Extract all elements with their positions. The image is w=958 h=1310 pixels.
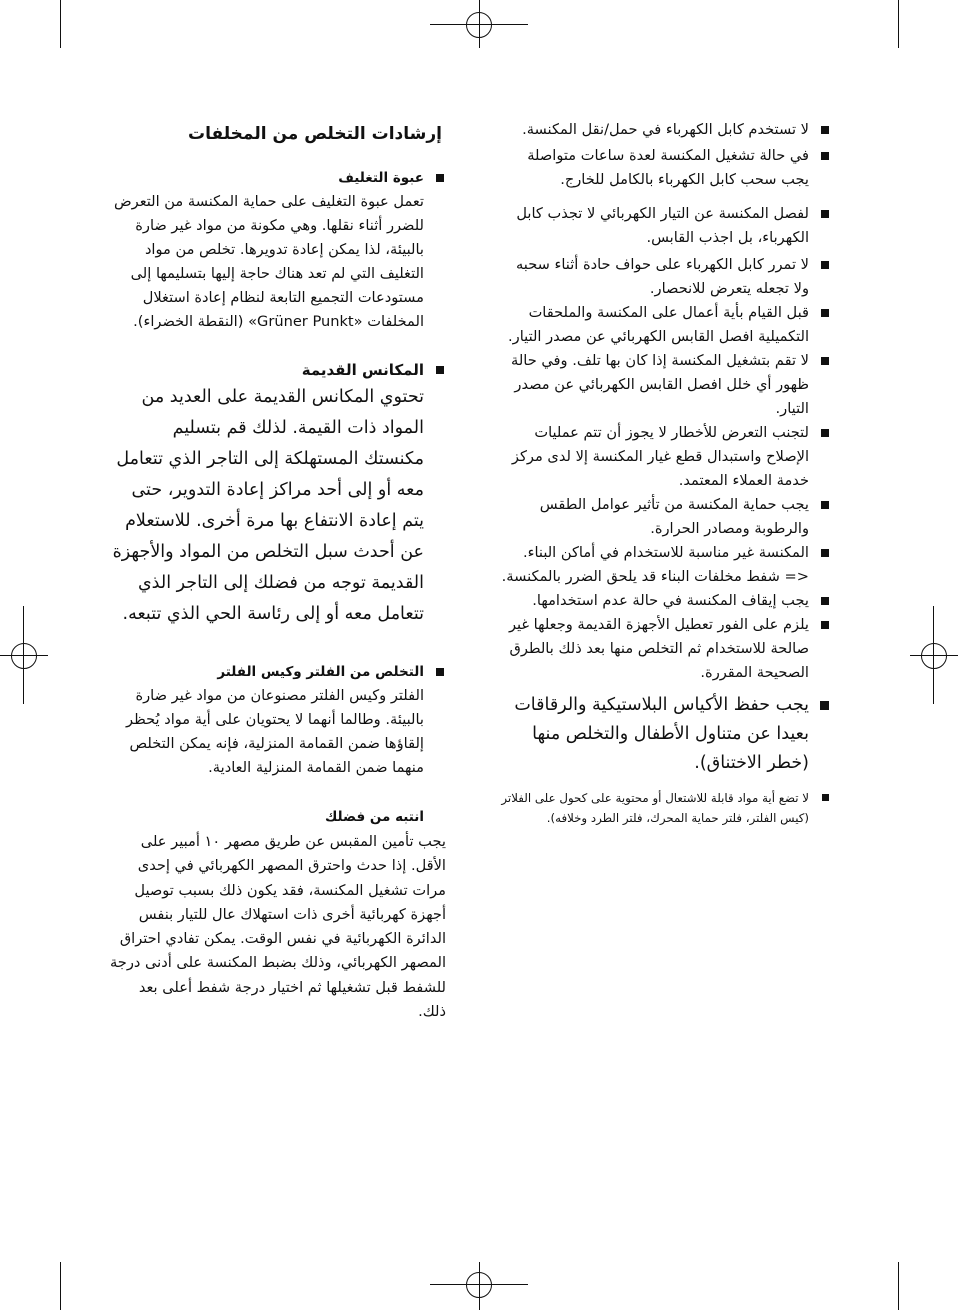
safety-item: يلزم على الفور تعطيل الأجهزة القديمة وجعلها غير صالحة للاستخدام ثم التخلص منها بعد ذلك بالطرق الصحيحة المقررة.	[497, 613, 831, 685]
safety-item: لا تستخدم كابل الكهرباء في حمل/نقل المكنسة.	[497, 118, 831, 142]
section-filter	[108, 660, 446, 780]
bullet-icon	[821, 549, 829, 557]
bullet-icon	[821, 357, 829, 365]
section-body: تعمل عبوة التغليف على حماية المكنسة من التعرض للضرر أثناء نقلها. وهي مكونة من مواد غير ضارة بالبيئة، لذا يمكن إعادة تدويرها. تخلص من مواد التغليف التي لم تعد هناك حاجة إليها بتسليمها إلى مستودعات التجميع التابعة لنظام إعادة استغلال المخلفات «Grüner Punkt» (النقطة الخضراء).	[114, 193, 424, 330]
page-title: إرشادات التخلص من المخلفات	[188, 124, 442, 144]
bullet-icon	[821, 501, 829, 509]
bullet-icon	[821, 210, 829, 218]
safety-instructions-column	[497, 118, 831, 828]
safety-item: لتجنب التعرض للأخطار لا يجوز أن تتم عمليات الإصلاح واستبدال قطع غيار المكنسة إلا لدى مركز خدمة العملاء المعتمد.	[497, 421, 831, 493]
bullet-icon	[821, 429, 829, 437]
section-packaging	[108, 166, 446, 334]
bullet-icon	[821, 261, 829, 269]
crop-mark-bottom-left	[60, 1262, 61, 1310]
safety-item: قبل القيام بأية أعمال على المكنسة والملحقات التكميلية افصل القابس الكهربائي عن مصدر التيار.	[497, 301, 831, 349]
section-body: تحتوي المكانس القديمة على العديد من المواد ذات القيمة. لذلك قم بتسليم مكنستك المستهلكة إلى التاجر الذي تتعامل معه أو إلى أحد مراكز إعادة التدوير، حتى يتم إعادة الانتفاع بها مرة أخرى. للاستعلام عن أحدث سبل التخلص من المواد والأجهزة القديمة توجه من فضلك إلى التاجر الذي تتعامل معه أو إلى رئاسة الحي الذي تتبعه.	[112, 387, 424, 624]
safety-item: يجب إيقاف المكنسة في حالة عدم استخدامها.	[497, 589, 831, 613]
section-heading: التخلص من الفلتر وكيس الفلتر	[217, 664, 424, 680]
section-heading: المكانس القديمة	[301, 361, 424, 379]
section-body: الفلتر وكيس الفلتر مصنوعان من مواد غير ضارة بالبيئة. وطالما أنهما لا يحتويان على أية مواد يُحظر إلقاؤها ضمن القمامة المنزلية، فإنه يمكن التخلص منهما ضمن القمامة المنزلية العادية.	[126, 687, 424, 776]
section-warning	[108, 804, 446, 1024]
bullet-icon	[821, 126, 829, 134]
safety-item: لا تقم بتشغيل المكنسة إذا كان بها تلف. وفي حالة ظهور أي خلل افصل القابس الكهربائي عن مصدر التيار.	[497, 349, 831, 421]
bullet-icon	[821, 597, 829, 605]
safety-item-flammable: لا تضع أية مواد قابلة للاشتعال أو محتوية على كحول على الفلاتر (كيس الفلتر، فلتر حماية المحرك، فلتر الطرد وخلافه).	[497, 788, 831, 828]
safety-item: لفصل المكنسة عن التيار الكهربائي لا تجذب كابل الكهرباء، بل اجذب القابس.	[497, 202, 831, 250]
bullet-icon	[820, 701, 829, 710]
bullet-icon	[821, 309, 829, 317]
warning-heading: انتبه من فضلك	[324, 809, 424, 825]
warning-body: يجب تأمين المقبس عن طريق مصهر ١٠ أمبير على الأقل. إذا حدث واحترق المصهر الكهربائي في إحدى مرات تشغيل المكنسة، فقد يكون ذلك بسبب توصيل أجهزة كهربائية أخرى ذات استهلاك عال للتيار بنفس الدائرة الكهربائية في نفس الوقت. يمكن تفادي احتراق المصهر الكهربائي، وذلك بضبط المكنسة على أدنى درجة للشفط قبل تشغيلها ثم اختيار درجة شفط أعلى بعد ذلك.	[109, 833, 446, 1021]
bullet-icon	[436, 668, 444, 676]
section-old-vacuums	[108, 358, 446, 630]
crop-mark-top-left	[60, 0, 61, 48]
bullet-icon	[436, 174, 444, 182]
safety-item: يجب حماية المكنسة من تأثير عوامل الطقس والرطوبة ومصادر الحرارة.	[497, 493, 831, 541]
crop-mark-top-right	[898, 0, 899, 48]
safety-item: في حالة تشغيل المكنسة لعدة ساعات متواصلة يجب سحب كابل الكهرباء بالكامل للخارج.	[497, 144, 831, 192]
section-heading: عبوة التغليف	[338, 170, 424, 186]
bullet-icon	[821, 621, 829, 629]
disposal-column	[108, 124, 446, 1024]
bullet-icon	[821, 152, 829, 160]
safety-item: لا تمرر كابل الكهرباء على حواف حادة أثناء سحبه ولا تجعله يتعرض للانحصار.	[497, 253, 831, 301]
safety-item: المكنسة غير مناسبة للاستخدام في أماكن البناء. <= شفط مخلفات البناء قد يلحق الضرر بالمكنسة.	[497, 541, 831, 589]
crop-mark-bottom-right	[898, 1262, 899, 1310]
safety-item-plastic-bags: يجب حفظ الأكياس البلاستيكية والرقاقات بعيدا عن متناول الأطفال والتخلص منها (خطر الاختناق).	[497, 691, 831, 778]
bullet-icon	[822, 794, 829, 801]
bullet-icon	[436, 366, 444, 374]
